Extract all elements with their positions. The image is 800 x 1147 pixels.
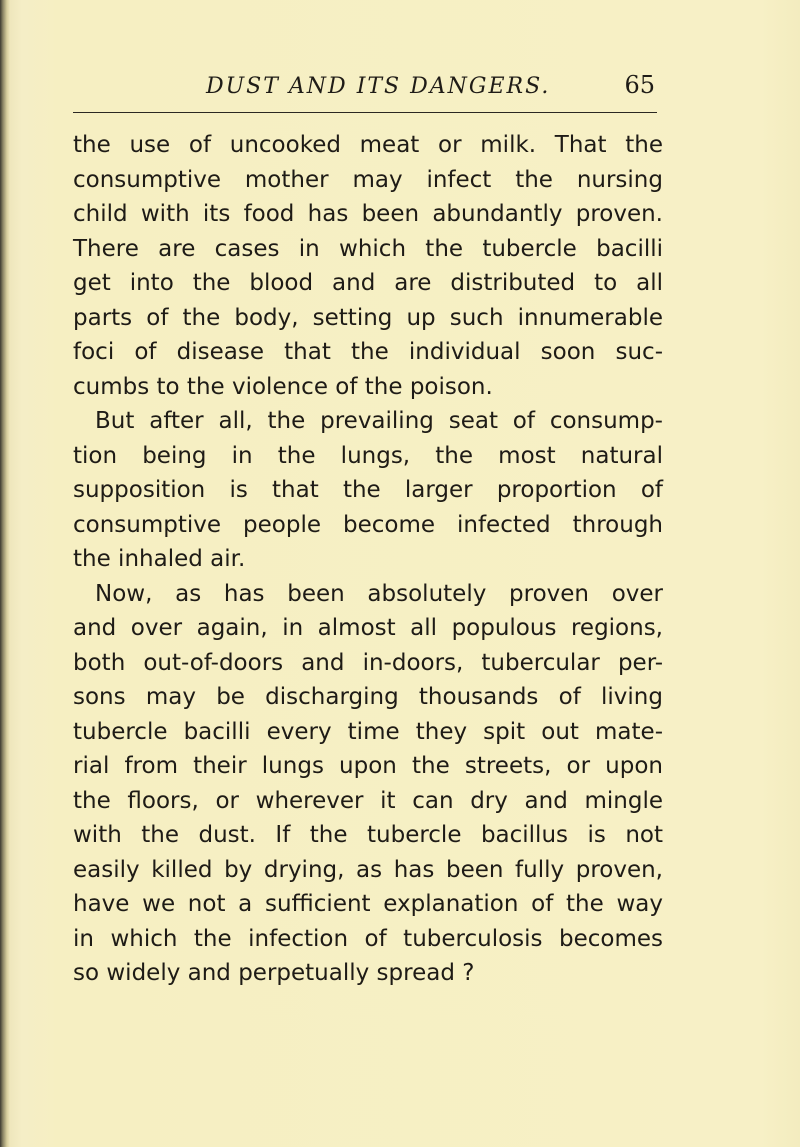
text-line: cumbs to the violence of the poison.: [73, 373, 493, 400]
text-line: tion being in the lungs, the most natural: [73, 442, 663, 469]
text-line: easily killed by drying, as has been fully proven,: [73, 856, 663, 883]
text-line: parts of the body, setting up such innumerable: [73, 304, 663, 331]
text-line: foci of disease that the individual soon suc-: [73, 339, 663, 365]
page-number: 65: [624, 71, 655, 99]
text-line: tubercle bacilli every time they spit out mate-: [73, 718, 663, 745]
text-line: Now, as has been absolutely proven over: [95, 580, 663, 607]
text-line: consumptive mother may infect the nursing: [73, 166, 663, 193]
text-line: sons may be discharging thousands of living: [73, 684, 663, 710]
body-text: [73, 128, 663, 991]
running-title: DUST AND ITS DANGERS.: [206, 74, 551, 99]
text-line: the use of uncooked meat or milk. That the: [73, 132, 663, 158]
text-line: get into the blood and are distributed to all: [73, 270, 663, 296]
text-line: and over again, in almost all populous regions,: [73, 615, 663, 641]
text-line: the inhaled air.: [73, 546, 246, 572]
text-line: so widely and perpetually spread ?: [73, 960, 475, 986]
text-line: supposition is that the larger proportion of: [73, 477, 663, 503]
text-line: both out-of-doors and in-doors, tubercular per-: [73, 649, 663, 676]
text-line: consumptive people become infected through: [73, 511, 663, 538]
text-line: with the dust. If the tubercle bacillus is not: [73, 822, 663, 848]
text-line: There are cases in which the tubercle bacilli: [73, 235, 663, 262]
text-line: have we not a sufficient explanation of the way: [73, 891, 663, 917]
running-header: [73, 72, 657, 113]
text-line: But after all, the prevailing seat of consump-: [95, 408, 663, 434]
text-line: in which the infection of tuberculosis becomes: [73, 925, 663, 952]
text-line: child with its food has been abundantly proven.: [73, 201, 663, 227]
text-line: the floors, or wherever it can dry and mingle: [73, 787, 663, 814]
page-gutter-shadow: [0, 0, 10, 1147]
text-line: rial from their lungs upon the streets, or upon: [73, 753, 663, 779]
